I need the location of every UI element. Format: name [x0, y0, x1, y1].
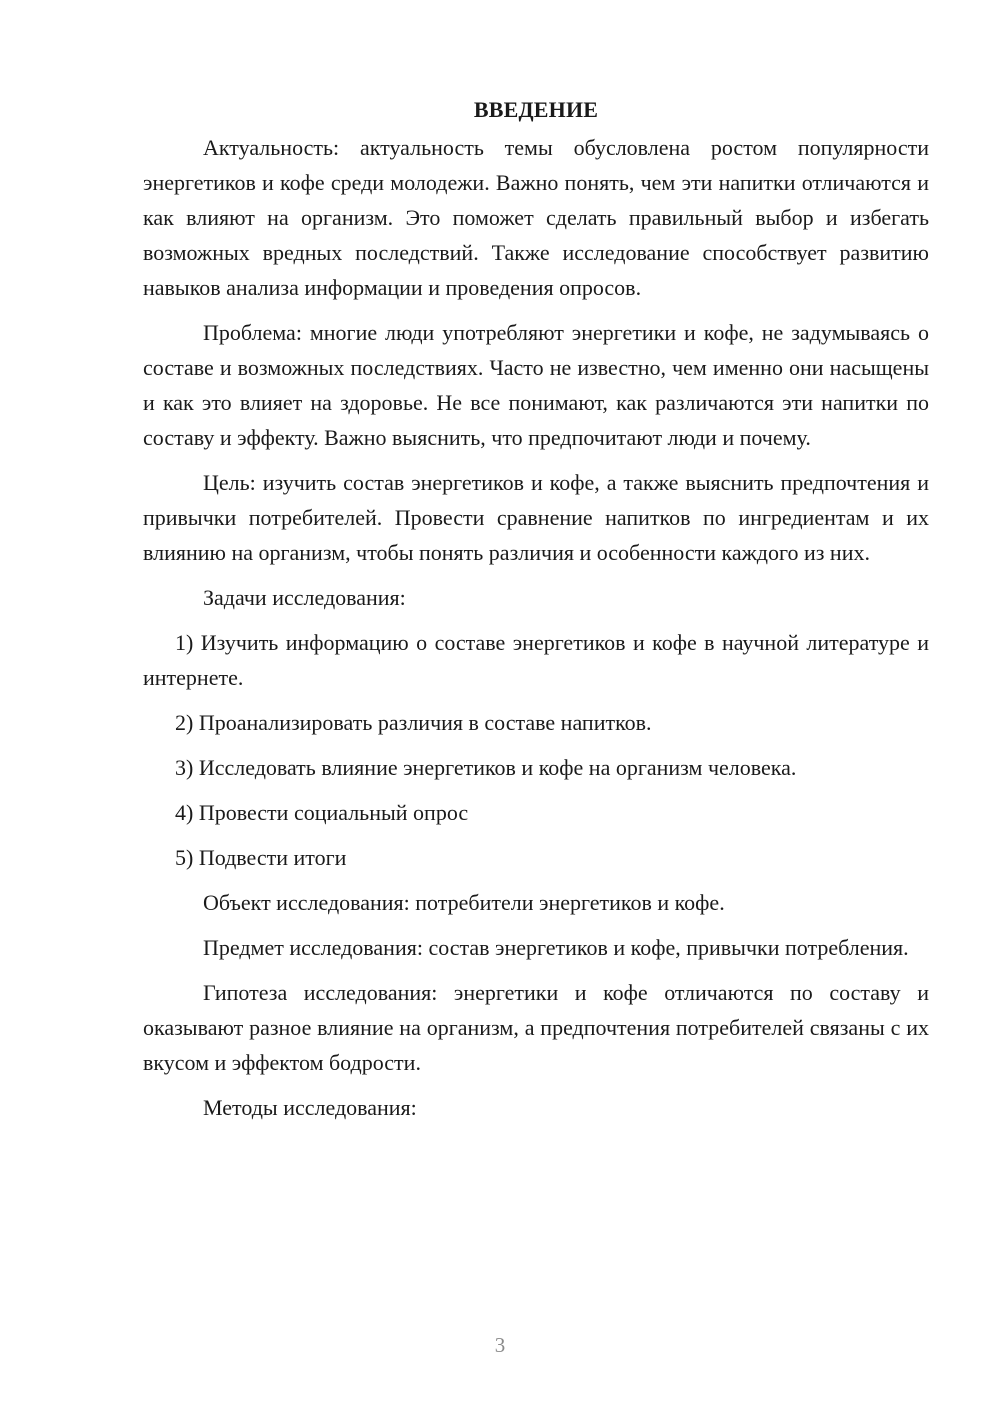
- task-item-2: 2) Проанализировать различия в составе напитков.: [175, 710, 652, 735]
- problem-paragraph: Проблема: многие люди употребляют энергетики и кофе, не задумываясь о составе и возможных последствиях. Часто не известно, чем именно они насыщены и как это влияет на здоровье. Не все понимают, как различаются эти напитки по составу и эффекту. Важно выяснить, что предпочитают люди и почему.: [143, 320, 929, 450]
- hypothesis-paragraph: Гипотеза исследования: энергетики и кофе отличаются по составу и оказывают разное влияние на организм, а предпочтения потребителей связаны с их вкусом и эффектом бодрости.: [143, 980, 929, 1075]
- tasks-heading: Задачи исследования:: [203, 585, 406, 610]
- relevance-paragraph: Актуальность: актуальность темы обусловлена ростом популярности энергетиков и кофе среди молодежи. Важно понять, чем эти напитки отличаются и как влияют на организм. Это поможет сделать правильный выбор и избегать возможных вредных последствий. Также исследование способствует развитию навыков анализа информации и проведения опросов.: [143, 135, 929, 300]
- object-paragraph: Объект исследования: потребители энергетиков и кофе.: [203, 890, 725, 915]
- subject-paragraph: Предмет исследования: состав энергетиков и кофе, привычки потребления.: [203, 935, 909, 960]
- page-title: ВВЕДЕНИЕ: [473, 97, 599, 122]
- page-number: 3: [494, 1333, 506, 1357]
- methods-heading: Методы исследования:: [203, 1095, 417, 1120]
- task-item-3: 3) Исследовать влияние энергетиков и кофе на организм человека.: [175, 755, 797, 780]
- goal-paragraph: Цель: изучить состав энергетиков и кофе, а также выяснить предпочтения и привычки потребителей. Провести сравнение напитков по ингредиентам и их влиянию на организм, чтобы понять различия и особенности каждого из них.: [143, 470, 929, 565]
- task-item-4: 4) Провести социальный опрос: [175, 800, 469, 825]
- task-item-1: 1) Изучить информацию о составе энергетиков и кофе в научной литературе и интернете.: [143, 630, 929, 690]
- task-item-5: 5) Подвести итоги: [175, 845, 347, 870]
